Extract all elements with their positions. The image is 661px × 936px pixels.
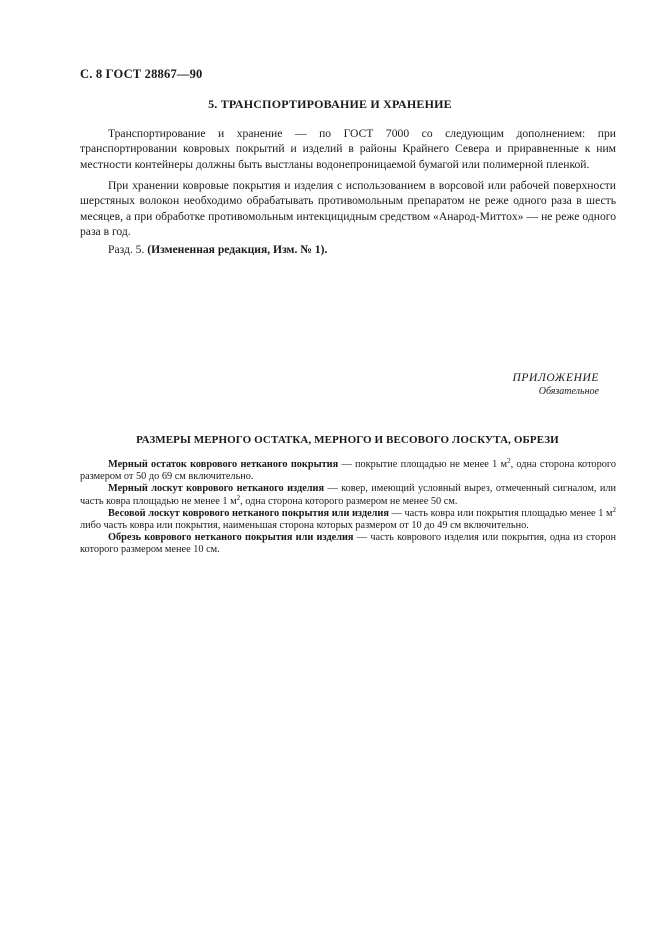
section-title: 5. ТРАНСПОРТИРОВАНИЕ И ХРАНЕНИЕ	[208, 97, 452, 111]
definition-text: — часть ковра или покрытия площадью менее 1	[388, 507, 606, 519]
definition-text: — ковер, имеющий условный вырез, отмеченный сигналом, или часть ковра площадью не менее 1	[80, 483, 616, 507]
appendix-label: ПРИЛОЖЕНИЕ	[512, 372, 599, 384]
appendix-label-block	[513, 371, 599, 398]
paragraph-storage	[80, 178, 616, 240]
definition-item	[80, 532, 616, 556]
definition-item	[80, 459, 616, 483]
appendix-heading: РАЗМЕРЫ МЕРНОГО ОСТАТКА, МЕРНОГО И ВЕСОВОГО ЛОСКУТА, ОБРЕЗИ	[136, 434, 559, 446]
definition-text: — часть коврового изделия или покрытия, одна из сторон которого размером менее 10 см.	[80, 532, 616, 556]
amendment-prefix: Разд. 5.	[108, 243, 145, 256]
unit-base: м	[500, 459, 508, 470]
definition-item	[80, 483, 616, 507]
unit-power: 2	[612, 505, 616, 514]
definition-item	[80, 505, 616, 532]
definition-term: Обрезь коврового нетканого покрытия или изделия	[108, 532, 354, 544]
unit-base: м	[605, 507, 613, 519]
amendment-paragraph	[80, 242, 616, 257]
paragraph-storage-text: При хранении ковровые покрытия и изделия с использованием в ворсовой или рабочей поверхности шерстяных волокон необходимо обрабатывать противомольным препаратом не реже одного раза в шесть месяцев, а при обработке противомольным интекцицидным средством «Анарод-Миттоx» — не реже одного раза в год.	[80, 179, 616, 239]
paragraph-transport	[80, 126, 616, 172]
amendment-note: (Измененная редакция, Изм. № 1).	[147, 243, 328, 256]
amendment-line	[80, 242, 616, 257]
definition-term: Весовой лоскут коврового нетканого покрытия или изделия	[108, 507, 389, 519]
paragraph-transport-text: Транспортирование и хранение — по ГОСТ 7000 со следующим дополнением: при транспортировании ковровых покрытий и изделий в районы Крайнего Севера и приравненные к ним местности контейнеры должны быть выстланы водонепроницаемой бумагой или полимерной пленкой.	[80, 127, 616, 171]
definitions-list	[80, 459, 616, 557]
page-header: С. 8 ГОСТ 28867—90	[80, 67, 203, 81]
appendix-status: Обязательное	[538, 386, 599, 397]
unit-power: 2	[507, 457, 511, 465]
definition-text-tail: , одна сторона которого размером от 50 до 69 см включительно.	[80, 459, 616, 483]
definition-term: Мерный остаток коврового нетканого покрытия	[108, 459, 339, 470]
definition-text-tail: , одна сторона которого размером не менее 50 см.	[240, 495, 458, 507]
unit-base: м	[230, 495, 237, 507]
definition-term: Мерный лоскут коврового нетканого изделия	[108, 483, 325, 495]
definition-text-tail: либо часть ковра или покрытия, наименьшая сторона которых размером от 10 до 49 см включительно.	[80, 520, 529, 532]
unit-power: 2	[236, 493, 241, 502]
definition-text: — покрытие площадью не менее 1	[338, 459, 501, 470]
